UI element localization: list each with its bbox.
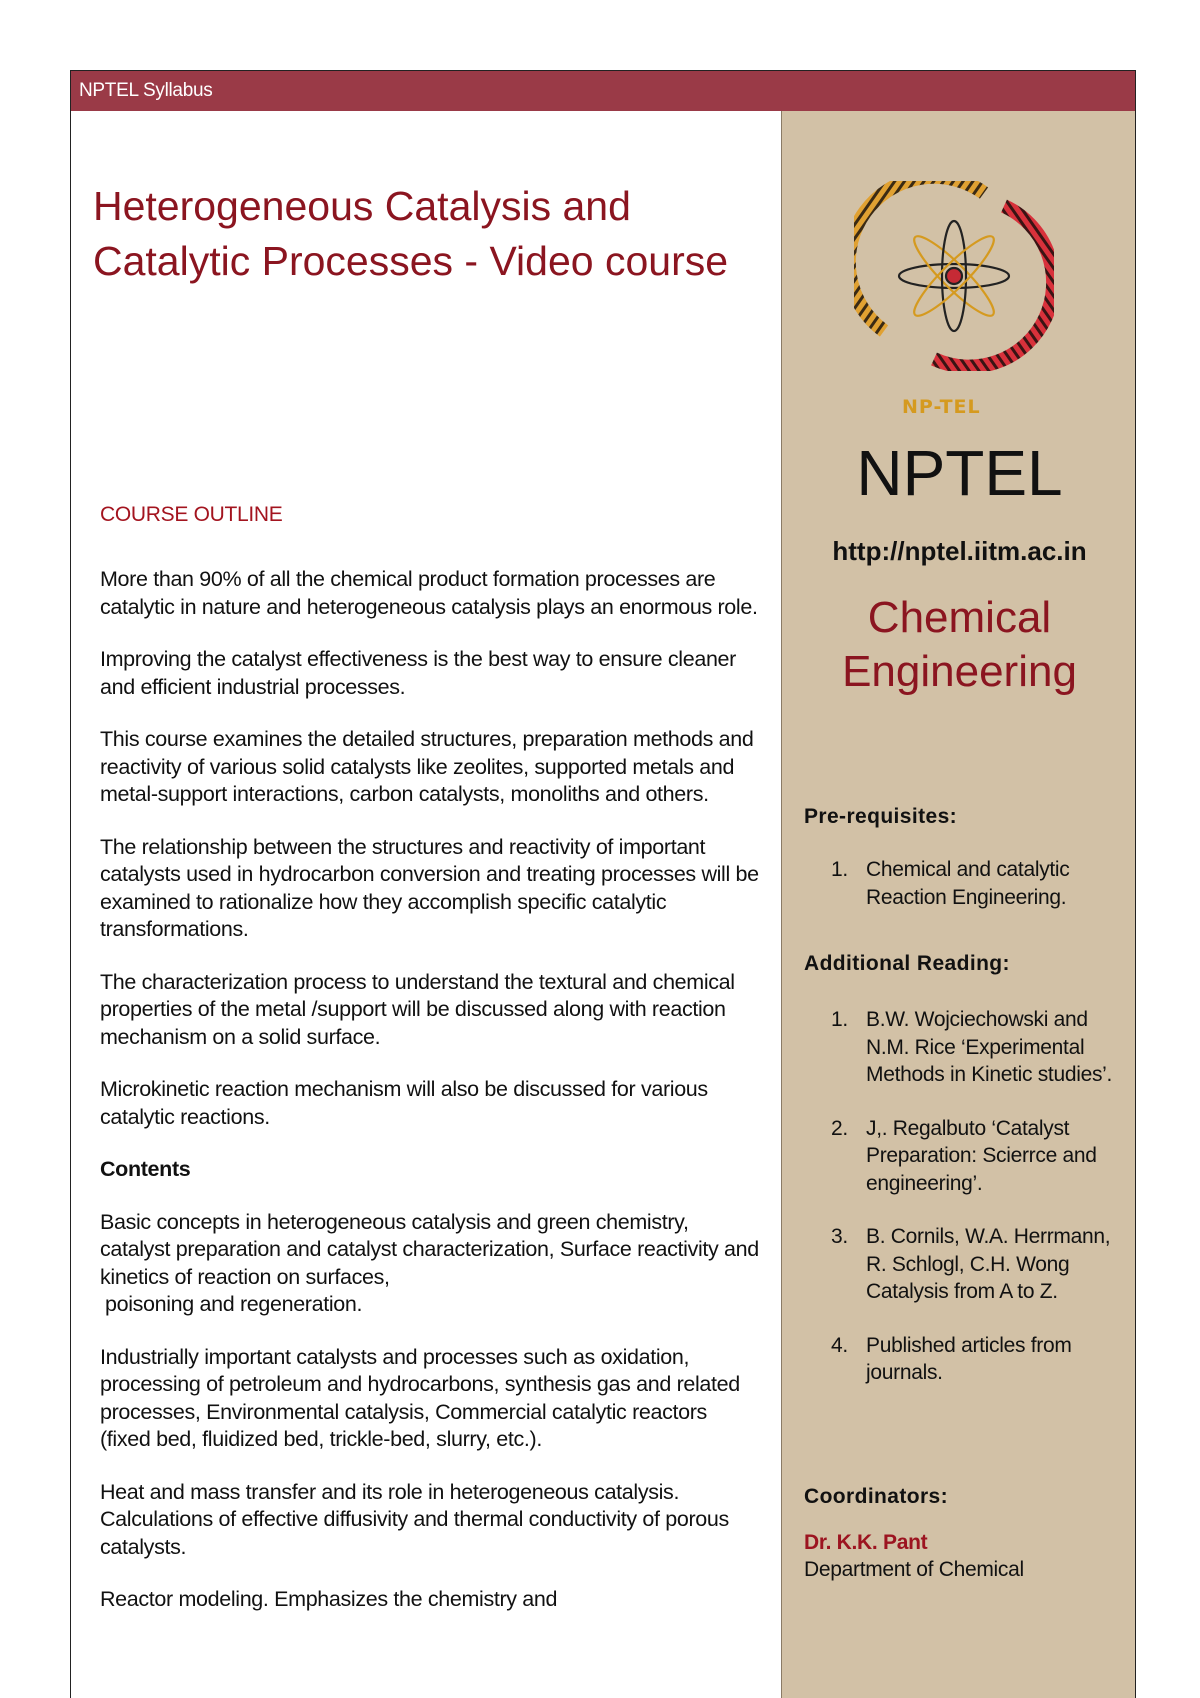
list-item [804, 856, 1124, 911]
website-link[interactable]: http://nptel.iitm.ac.in [832, 536, 1087, 566]
logo-caption: NP-TEL [902, 396, 981, 418]
main-column [71, 111, 781, 1698]
list-number: 4. [831, 1333, 848, 1357]
contents-paragraph: Industrially important catalysts and processes such as oxidation, processing of petroleum and hydrocarbons, synthesis gas and related processes, Environmental catalysis, Commercial catalytic reactors (fixed bed, fluidized bed, trickle-bed, slurry, etc.). [100, 1344, 740, 1451]
list-item [804, 1332, 1124, 1387]
prereq-heading: Pre-requisites: [804, 805, 958, 828]
header-bar [71, 71, 1135, 111]
reading-list [804, 1006, 1124, 1413]
page-frame [70, 70, 1136, 1698]
outline-paragraph: Microkinetic reaction mechanism will also be discussed for various catalytic reactions. [100, 1077, 708, 1129]
contents-heading: Contents [100, 1157, 191, 1181]
list-number: 3. [831, 1225, 848, 1248]
list-number: 1. [831, 858, 848, 881]
outline-paragraph: Improving the catalyst effectiveness is the best way to ensure cleaner and efficient industrial processes. [100, 647, 736, 699]
list-item [804, 1115, 1124, 1198]
list-number: 1. [831, 1008, 848, 1031]
outline-heading: COURSE OUTLINE [100, 503, 283, 526]
contents-paragraph [100, 1209, 760, 1319]
course-body [100, 566, 760, 1639]
contents-paragraph: Reactor modeling. Emphasizes the chemistry and [100, 1587, 558, 1611]
outline-paragraph: This course examines the detailed structures, preparation methods and reactivity of various solid catalysts like zeolites, supported metals and metal-support interactions, carbon catalysts, monoliths and others. [100, 727, 754, 806]
coordinators-heading: Coordinators: [804, 1485, 949, 1508]
contents-text: Basic concepts in heterogeneous catalysis and green chemistry, catalyst preparation and catalyst characterization, Surface reactivity and kinetics of reaction on surfaces, [100, 1209, 759, 1289]
list-text: Chemical and catalytic Reaction Engineering. [866, 858, 1070, 909]
coordinator-name: Dr. K.K. Pant [804, 1531, 928, 1554]
list-text: B.W. Wojciechowski and N.M. Rice ‘Experimental Methods in Kinetic studies’. [866, 1008, 1113, 1086]
contents-text: poisoning and regeneration. [105, 1292, 363, 1316]
list-text: Published articles from journals. [866, 1333, 1072, 1384]
discipline-line: Chemical [867, 593, 1052, 642]
reading-heading: Additional Reading: [804, 952, 1010, 975]
list-text: J,. Regalbuto ‘Catalyst Preparation: Scierrce and engineering’. [866, 1116, 1097, 1195]
list-text: B. Cornils, W.A. Herrmann, R. Schlogl, C.H. Wong Catalysis from A to Z. [866, 1225, 1111, 1303]
discipline-line: Engineering [842, 647, 1077, 696]
header-title: NPTEL Syllabus [79, 80, 213, 101]
list-item [804, 1006, 1124, 1089]
outline-paragraph: The characterization process to understand the textural and chemical properties of the metal /support will be discussed along with reaction mechanism on a solid surface. [100, 969, 735, 1049]
list-item [804, 1223, 1124, 1306]
brand-name: NPTEL [856, 437, 1063, 509]
sidebar [781, 111, 1136, 1698]
coordinator-department: Department of Chemical [804, 1558, 1024, 1581]
list-number: 2. [831, 1116, 848, 1140]
outline-paragraph: More than 90% of all the chemical product formation processes are catalytic in nature and heterogeneous catalysis plays an enormous role. [100, 567, 758, 619]
prereq-list [804, 856, 1124, 911]
outline-paragraph: The relationship between the structures and reactivity of important catalysts used in hydrocarbon conversion and treating processes will be examined to rationalize how they accomplish specific catalytic transformations. [100, 834, 759, 941]
discipline [782, 591, 1136, 699]
course-title: Heterogeneous Catalysis and Catalytic Processes - Video course [93, 183, 729, 284]
contents-paragraph: Heat and mass transfer and its role in heterogeneous catalysis. Calculations of effective diffusivity and thermal conductivity of porous catalysts. [100, 1479, 729, 1559]
nptel-logo-icon [854, 181, 1054, 371]
